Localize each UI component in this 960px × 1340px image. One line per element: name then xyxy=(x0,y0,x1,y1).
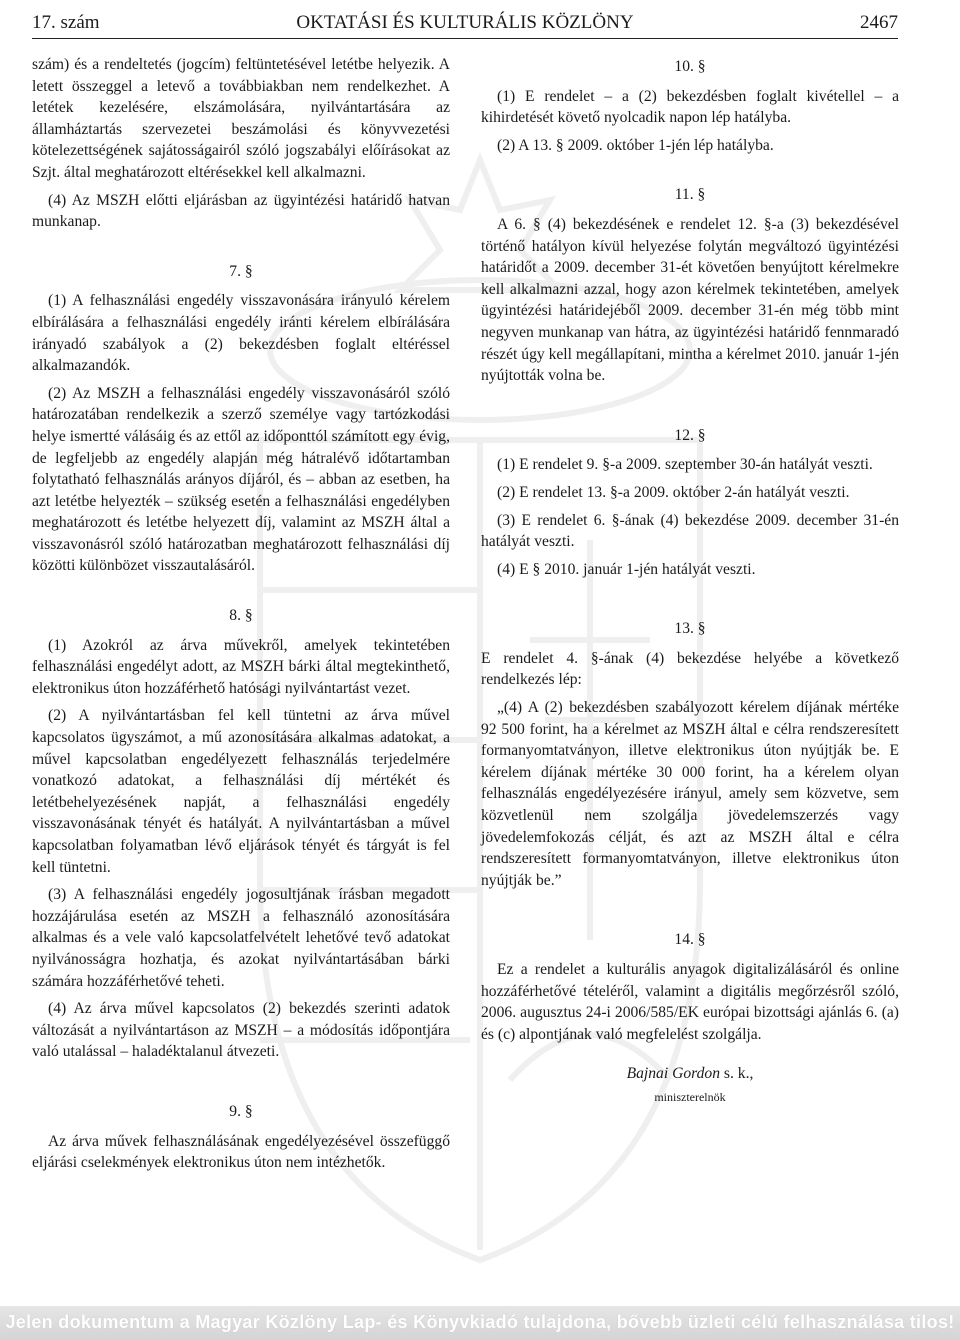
left-column xyxy=(32,54,450,1180)
section-heading-8: 8. § xyxy=(229,607,253,625)
quoted-provision: „(4) A (2) bekezdésben szabályozott kérelem díjának mértéke 92 500 forint, ha a kérelmet az MSZH által e célra rendszeresített formanyomtatványon, illetve elektronikus úton nyújtják be. E kérelem díjának mértéke 30 000 forint, ha a kérelem olyan felhasználás engedélyezésére irányul, amely sem közvetve, sem közvetlenül nem szolgálja jövedelemszerzés vagy jövedelemfokozás célját, és azt az MSZH által e célra rendszeresített formanyomtatványon, illetve elektronikus úton nyújtják be.” xyxy=(481,699,899,889)
signatory-role: miniszterelnök xyxy=(654,1089,726,1104)
paragraph: (3) E rendelet 6. §-ának (4) bekezdése 2009. december 31-én hatályát veszti. xyxy=(481,511,899,551)
right-column xyxy=(481,54,899,1109)
journal-title: OKTATÁSI ÉS KULTURÁLIS KÖZLÖNY xyxy=(296,12,634,33)
paragraph: (1) A felhasználási engedély visszavonására irányuló kérelem elbírálására a felhasználási engedély iránti kérelem elbírálására irányadó szabályok a (2) bekezdésben foglalt eltéréssel alkalmazandók. xyxy=(32,292,450,375)
paragraph: (1) E rendelet – a (2) bekezdésben foglalt kivétellel – a kihirdetését követő nyolcadik napon lép hatályba. xyxy=(481,87,899,127)
paragraph: (2) A 13. § 2009. október 1-jén lép hatályba. xyxy=(497,136,774,154)
section-heading-12: 12. § xyxy=(674,426,706,444)
section-heading-7: 7. § xyxy=(229,262,253,280)
issue-number: 17. szám xyxy=(32,12,100,33)
paragraph: Ez a rendelet a kulturális anyagok digitalizálásáról és online hozzáférhetővé tételéről, valamint a digitális megőrzésről szóló, 2006. augusztus 24-i 2006/585/EK európai bizottsági ajánlás 6. (a) és (c) alpontjának való megfelelést szolgálja. xyxy=(481,961,899,1043)
paragraph: szám) és a rendeltetés (jogcím) feltüntetésével letétbe helyezik. A letett összeggel a letevő a továbbiakban nem rendelkezhet. A letétek kezelésére, elszámolására, nyilvántartására az államháztartás szervezetei beszámolási és könyvvezetési kötelezettségének sajátosságairól szóló jogszabályi előírásokat az Szjt. által meghatározott eltérésekkel kell alkalmazni. xyxy=(32,56,450,181)
section-heading-9: 9. § xyxy=(229,1102,253,1120)
paragraph: (4) Az MSZH előtti eljárásban az ügyintézési határidő hatvan munkanap. xyxy=(32,191,450,231)
section-heading-10: 10. § xyxy=(674,58,706,75)
paragraph: (1) Azokról az árva művekről, amelyek tekintetében felhasználási engedélyt adott, az MSZH bárki által megtekinthető, elektronikus úton hozzáférhető hatósági nyilvántartást vezet. xyxy=(32,636,450,697)
page-number: 2467 xyxy=(860,12,898,33)
paragraph: (2) E rendelet 13. §-a 2009. október 2-án hatályát veszti. xyxy=(497,483,850,501)
paragraph: (1) E rendelet 9. §-a 2009. szeptember 30-án hatályát veszti. xyxy=(497,456,873,474)
signatory-suffix: s. k., xyxy=(720,1065,754,1083)
paragraph: (2) A nyilvántartásban fel kell tüntetni az árva művel kapcsolatos ügyszámot, a mű azonosítására alkalmas adatokat, a művel kapcsolatban engedélyezett felhasználás terjedelmére vonatkozó adatokat, a felhasználási díj mértékét és letétbehelyezésének napját, a felhasználási engedély visszavonásának tényét és hatályát. A nyilvántartásban a művel kapcsolatban folyamatban lévő eljárások tényét és tárgyát is fel kell tüntetni. xyxy=(32,707,450,876)
paragraph: A 6. § (4) bekezdésének e rendelet 12. §-a (3) bekezdésével történő hatályon kívül helyezése folytán megváltozó ügyintézési határidőt a 2009. december 31-ét követően benyújtott kérelmekre kell alkalmazni azzal, hogy azon kérelmek tekintetében, amelyek ügyintézési határidejéből 2009. december 31-én még több mint negyven munkanap van hátra, az ügyintézési határidő fennmaradó részét úgy kell megállapítani, mintha a kérelmet 2010. január 1-jén nyújtották volna be. xyxy=(481,215,899,385)
signature-block xyxy=(481,1063,899,1108)
page-header xyxy=(32,10,898,39)
paragraph: (4) E § 2010. január 1-jén hatályát veszti. xyxy=(497,560,756,578)
paragraph: (4) Az árva művel kapcsolatos (2) bekezdés szerinti adatok változását a nyilvántartáson az MSZH – a módosítás időpontjára való utalással – haladéktalanul átvezeti. xyxy=(32,1000,450,1061)
section-heading-14: 14. § xyxy=(674,931,706,949)
copyright-notice: Jelen dokumentum a Magyar Közlöny Lap- és Könyvkiadó tulajdona, bővebb üzleti célú felhasználása tilos! xyxy=(5,1312,955,1332)
paragraph: Az árva művek felhasználásának engedélyezésével összefüggő eljárási cselekmények elektronikus úton nem intézhetők. xyxy=(32,1132,450,1172)
paragraph: (2) Az MSZH a felhasználási engedély visszavonásáról szóló határozatában rendelkezik a szerző személye vagy tartózkodási helye ismertté válásáig és az ettől az időponttól számított egy évig, de legfeljebb az engedély alapján még hátralévő időtartamban folytatható felhasználás arányos díjáról, és – abban az esetben, ha azt letétbe helyezték – szükség esetén a felhasználási engedélyben meghatározott és letétbe helyezett díj, valamint az MSZH által a visszavonásról szóló határozatban meghatározott felhasználási díj közötti különbözet visszautalásáról. xyxy=(32,384,450,575)
signatory-name: Bajnai Gordon xyxy=(626,1065,721,1083)
paragraph: E rendelet 4. §-ának (4) bekezdése helyébe a következő rendelkezés lép: xyxy=(481,649,899,689)
section-heading-13: 13. § xyxy=(674,620,706,638)
section-heading-11: 11. § xyxy=(674,186,706,204)
paragraph: (3) A felhasználási engedély jogosultjának írásban megadott hozzájárulása esetén az MSZH a felhasználó azonosítására alkalmas és a vele való kapcsolatfelvételt lehetővé tevő adatokat nyilvánosságra hozhatja, és azokat nyilvántartásában bárki számára hozzáférhetővé teheti. xyxy=(32,886,450,990)
